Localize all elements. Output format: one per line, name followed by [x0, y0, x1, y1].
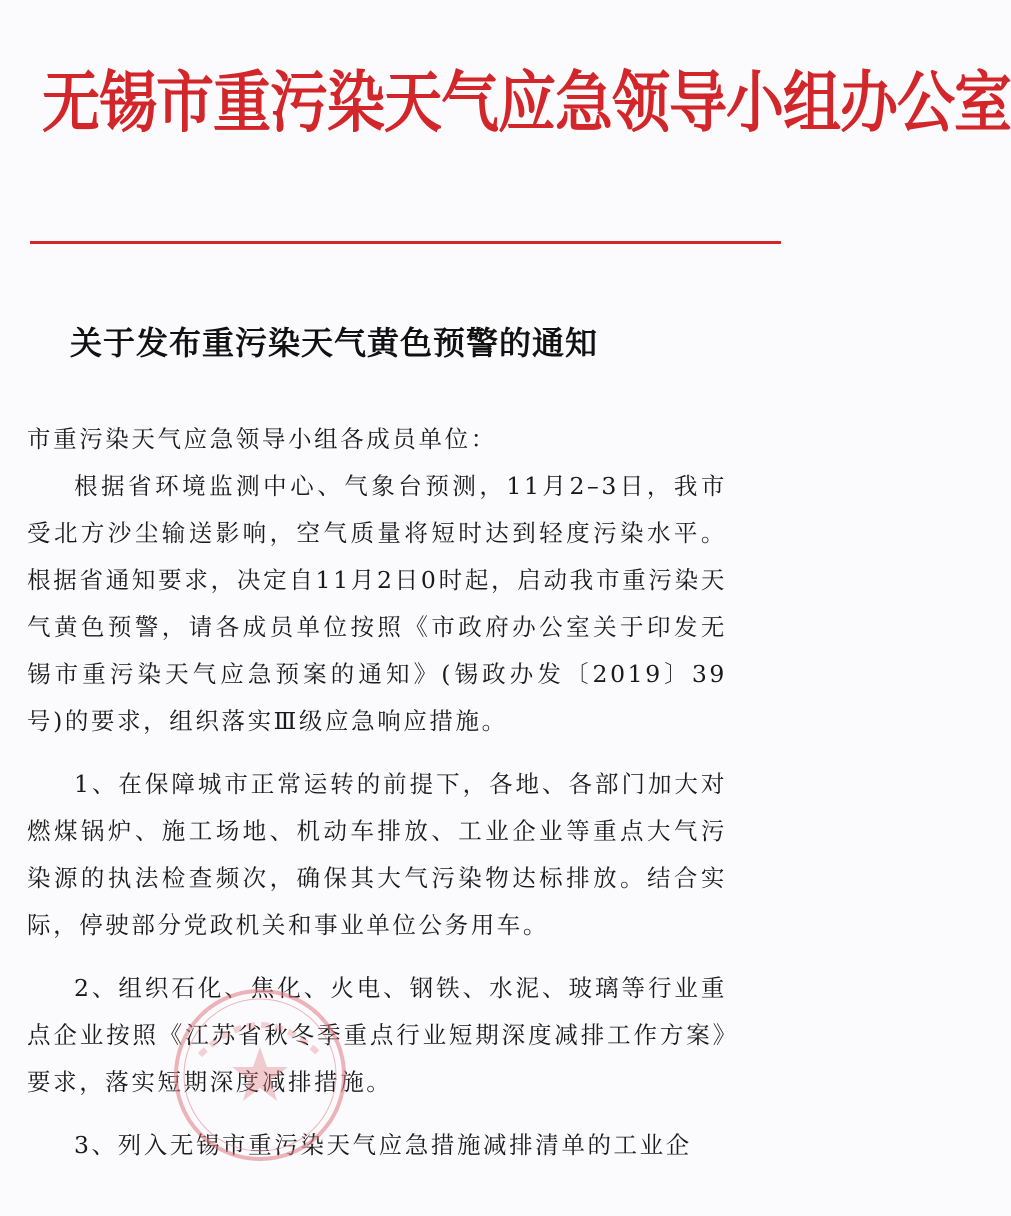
body-paragraph-item-3: 3、列入无锡市重污染天气应急措施减排清单的工业企	[74, 1131, 692, 1159]
body-paragraph-intro: 根据省环境监测中心、气象台预测，11月2–3日，我市受北方沙尘输送影响，空气质量将短时达到轻度污染水平。根据省通知要求，决定自11月2日0时起，启动我市重污染天气黄色预警，请各成员单位按照《市政府办公室关于印发无锡市重污染天气应急预案的通知》(锡政办发〔2019〕39号)的要求，组织落实Ⅲ级应急响应措施。	[27, 472, 727, 735]
document-title: 关于发布重污染天气黄色预警的通知	[70, 324, 599, 362]
body-paragraph-item-1: 1、在保障城市正常运转的前提下，各地、各部门加大对燃煤锅炉、施工场地、机动车排放、工业企业等重点大气污染源的执法检查频次，确保其大气污染物达标排放。结合实际，停驶部分党政机关和事业单位公务用车。	[27, 770, 727, 939]
issuer-masthead: 无锡市重污染天气应急领导小组办公室	[42, 63, 1011, 142]
body-paragraph-item-2: 2、组织石化、焦化、火电、钢铁、水泥、玻璃等行业重点企业按照《江苏省秋冬季重点行业短期深度减排工作方案》要求，落实短期深度减排措施。	[27, 974, 727, 1096]
document-body	[27, 416, 727, 1169]
masthead-divider	[30, 241, 781, 244]
addressee-line: 市重污染天气应急领导小组各成员单位：	[27, 425, 497, 453]
